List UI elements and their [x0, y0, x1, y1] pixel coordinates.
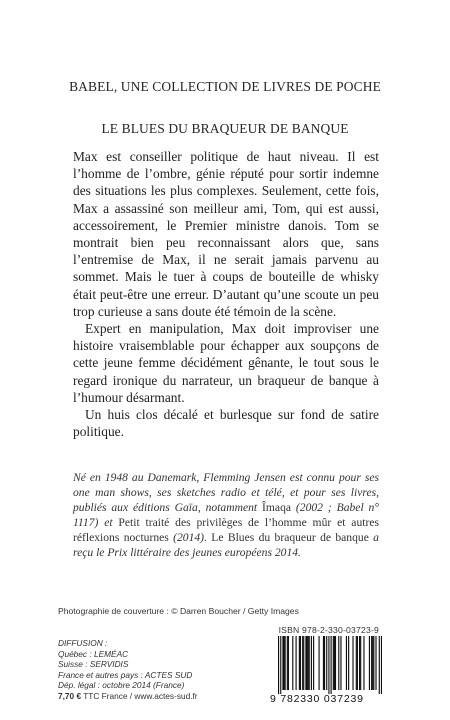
price-line: [58, 691, 258, 702]
barcode-bar: [360, 636, 361, 690]
barcode-bar: [369, 636, 370, 690]
barcode-bar: [326, 636, 327, 690]
barcode-bar: [296, 636, 297, 690]
barcode-bar: [303, 636, 304, 690]
barcode-bar: [306, 636, 307, 690]
author-bio-part-1: Né en 1948 au Danemark, Flemming Jensen est connu pour ses one man shows, ses sketches radio et télé, et pour ses livres, publiés aux éditions Gaïa, notamment: [73, 471, 379, 514]
isbn: ISBN 978-2-330-03723-9: [278, 625, 379, 635]
barcode-bar: [381, 636, 382, 694]
barcode-bar: [328, 636, 329, 694]
barcode-bar: [331, 636, 332, 694]
barcode-bar: [311, 636, 312, 690]
barcode-bar: [292, 636, 293, 690]
barcode-bar: [352, 636, 353, 690]
barcode-bar: [333, 636, 334, 690]
barcode-bar: [373, 636, 374, 690]
barcode-bar: [346, 636, 347, 690]
barcode-bar: [348, 636, 349, 690]
book-title-imaqa: Îmaqa: [262, 501, 292, 514]
distribution-france: France et autres pays : ACTES SUD: [58, 669, 193, 680]
barcode-bar: [379, 636, 380, 694]
series-title: BABEL, UNE COLLECTION DE LIVRES DE POCHE: [69, 79, 381, 94]
barcode-bar: [356, 636, 357, 690]
barcode-bar: [288, 636, 289, 690]
distribution-info: [58, 638, 258, 702]
summary-paragraph-1: Max est conseiller politique de haut niveau. Il est l’homme de l’ombre, génie réputé pour sortir indemne des situations les plus complexes. Seulement, cette fois, Max a assassiné son meilleur ami, Tom, qui est aussi, accessoirement, le Premier ministre danois. Tom se montrait bien peu reconnaissant alors que, sans l’entremise de Max, il ne serait jamais parvenu au sommet. Mais le tuer à coups de bouteille de whisky était peut-être une erreur. D’autant qu’une scoute un peu trop curieuse a sans doute été témoin de la scène.: [73, 149, 379, 319]
barcode-bar: [308, 636, 309, 690]
distribution-quebec: Québec : LEMÉAC: [58, 648, 129, 659]
barcode-bar: [338, 636, 339, 690]
barcode-bar: [335, 636, 336, 690]
photo-credit: Photographie de couverture : © Darren Boucher / Getty Images: [58, 606, 299, 616]
barcode-bar: [309, 636, 310, 690]
book-title: LE BLUES DU BRAQUEUR DE BANQUE: [101, 121, 349, 136]
barcode-bar: [363, 636, 364, 690]
barcode-bar: [302, 636, 303, 690]
legal-deposit: Dép. légal : octobre 2014 (France): [58, 680, 185, 691]
barcode-bar: [300, 636, 301, 690]
price: 7,70 €: [58, 690, 82, 701]
author-biography: [73, 470, 379, 560]
barcode-bar: [280, 636, 281, 694]
barcode-bar: [299, 636, 300, 690]
distribution-heading: DIFFUSION :: [58, 638, 108, 648]
book-title-blues: Le Blues du braqueur de banque: [211, 531, 369, 544]
back-cover-summary: [73, 148, 379, 440]
barcode-bar: [282, 636, 283, 690]
barcode-bar: [340, 636, 341, 690]
barcode-bar: [371, 636, 372, 690]
author-bio-part-5: a reçu le Prix littéraire des jeunes européens 2014.: [73, 531, 379, 559]
barcode-graphic: [278, 636, 382, 694]
barcode-bar: [283, 636, 284, 690]
summary-paragraph-2: Expert en manipulation, Max doit improviser une histoire vraisemblable pour échapper aux soupçons de cette jeune femme décidément gênante, le tout sous le regard ironique du narrateur, un braqueur de banque à l’humour désarmant.: [73, 321, 379, 405]
barcode-bar: [372, 636, 373, 690]
isbn-barcode: [278, 636, 382, 694]
book-title-petit-traite: Petit traité des privilèges de l’homme mûr et autres réflexions nocturnes: [73, 516, 379, 544]
barcode-bar: [287, 636, 288, 690]
summary-paragraph-3: Un huis clos décalé et burlesque sur fond de satire politique.: [73, 407, 379, 440]
barcode-bar: [375, 636, 376, 690]
author-bio-part-3: et: [104, 516, 119, 529]
price-details: TTC France / www.actes-sud.fr: [81, 690, 198, 701]
barcode-bar: [313, 636, 314, 690]
barcode-bar: [278, 636, 279, 694]
barcode-bar: [334, 636, 335, 690]
author-bio-part-4: (2014).: [168, 531, 212, 544]
barcode-bar: [319, 636, 320, 690]
barcode-bar: [359, 636, 360, 690]
barcode-bar: [324, 636, 325, 690]
author-bio-part-2: (2002 ; Babel n° 1117): [73, 501, 379, 529]
barcode-bar: [357, 636, 358, 690]
barcode-bar: [305, 636, 306, 690]
distribution-suisse: Suisse : SERVIDIS: [58, 659, 129, 670]
barcode-bar: [323, 636, 324, 690]
barcode-digits: 9 782330 037239: [270, 693, 364, 705]
barcode-bar: [285, 636, 286, 690]
